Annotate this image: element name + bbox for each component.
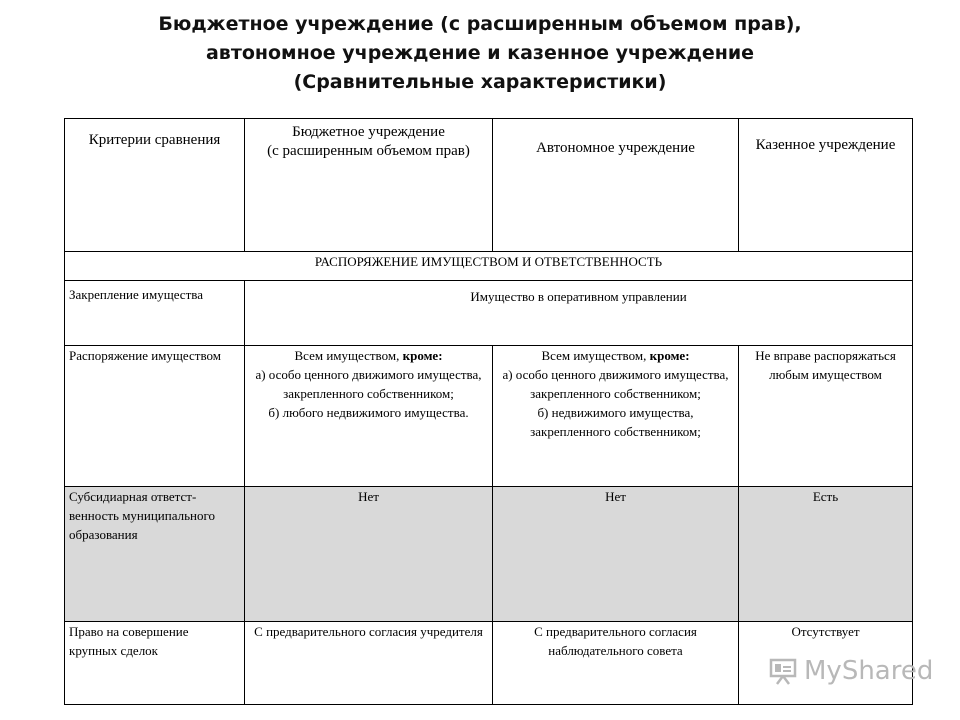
disposal-auto-a: а) особо ценного движимого имущества, закрепленного собственником; <box>502 367 729 401</box>
cell-subsidiary-budget: Нет <box>245 487 493 622</box>
table-row <box>65 281 913 346</box>
slide-title <box>0 10 960 97</box>
watermark-text: MyShared <box>804 656 934 686</box>
table-row <box>65 346 913 487</box>
header-budget <box>245 119 493 252</box>
header-budget-line1: Бюджетное учреждение <box>292 124 445 140</box>
cell-subsidiary-kazen: Есть <box>739 487 913 622</box>
disposal-auto-lead-text: Всем имуществом, <box>541 348 650 363</box>
cell-subsidiary-autonomous: Нет <box>493 487 739 622</box>
disposal-auto-b: б) недвижимого имущества, закрепленного собственником; <box>530 405 701 439</box>
table-row <box>65 487 913 622</box>
cell-deals-kazen: Отсутствует <box>739 622 913 705</box>
section-row <box>65 252 913 281</box>
disposal-auto-krome: кроме: <box>649 348 690 363</box>
title-line-1: Бюджетное учреждение (с расширенным объемом прав), <box>158 13 802 35</box>
title-line-2: автономное учреждение и казенное учреждение <box>205 42 755 64</box>
section-title: РАСПОРЯЖЕНИЕ ИМУЩЕСТВОМ И ОТВЕТСТВЕННОСТЬ <box>65 252 913 281</box>
cell-deals-autonomous: С предварительного согласия наблюдательного совета <box>493 622 739 705</box>
cell-deals-budget: С предварительного согласия учредителя <box>245 622 493 705</box>
cell-fixing-merged: Имущество в оперативном управлении <box>245 281 913 346</box>
title-line-3: (Сравнительные характеристики) <box>293 71 667 93</box>
presentation-board-icon <box>768 656 798 686</box>
cell-disposal-autonomous <box>493 346 739 487</box>
header-kazen: Казенное учреждение <box>739 119 913 252</box>
header-autonomous: Автономное учреждение <box>493 119 739 252</box>
row-label-fixing: Закрепление имущества <box>65 281 245 346</box>
disposal-budget-lead-text: Всем имуществом, <box>294 348 403 363</box>
row-label-deals: Право на совершение крупных сделок <box>65 622 245 705</box>
cell-disposal-kazen: Не вправе распоряжаться любым имуществом <box>739 346 913 487</box>
header-budget-line2: (с расширенным объемом прав) <box>267 143 470 159</box>
disposal-budget-krome: кроме: <box>402 348 443 363</box>
comparison-table <box>64 118 913 705</box>
disposal-budget-a: а) особо ценного движимого имущества, закрепленного собственником; <box>255 367 482 401</box>
watermark <box>768 656 933 686</box>
disposal-budget-b: б) любого недвижимого имущества. <box>268 405 469 420</box>
row-label-subsidiary: Субсидиарная ответст-венность муниципального образования <box>65 487 245 622</box>
header-row <box>65 119 913 252</box>
row-label-disposal: Распоряжение имуществом <box>65 346 245 487</box>
header-criteria: Критерии сравнения <box>65 119 245 252</box>
disposal-budget-lead <box>249 346 488 365</box>
disposal-auto-lead <box>497 346 734 365</box>
cell-disposal-budget <box>245 346 493 487</box>
